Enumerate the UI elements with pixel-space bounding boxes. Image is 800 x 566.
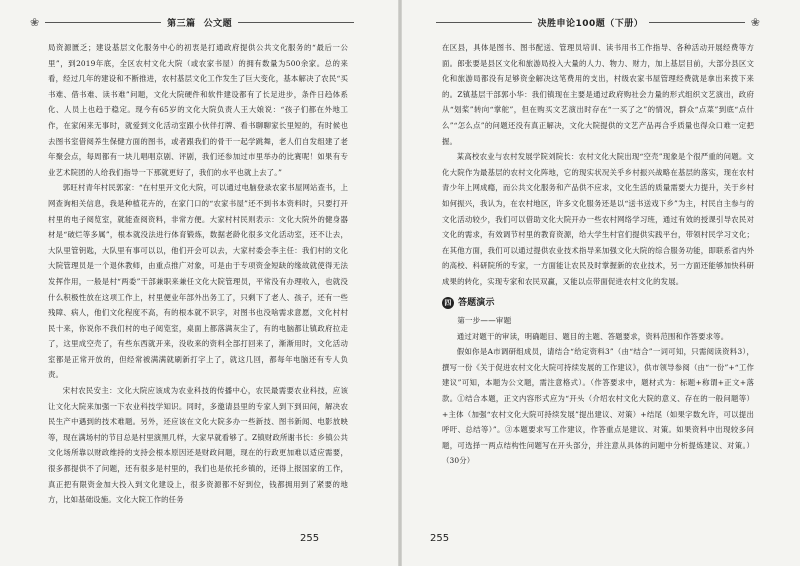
paragraph: 郭旺村青年村民郭家：“在村里开文化大院，可以通过电脑登录农家书屋网站查书，上网查询相关信息，我是种植花卉的，在家门口的“农家书屋”还不到书本资料时，只要打开村里的电子阅览室，就能查阅资料，非常方便。大家村村民则表示：文化大院外的健身器材是“破烂等多属”，根本就没法进行体育锻炼，数据老龄化很多文化活动室，还不让去，大队里管钥匙，大队里有事可以以，他们开会可以去，大家村委会李主任：我们村的文化大院管理员是一个退休教师，由重点推广对象，可是由于专项资金短缺的缘故就使得无法发挥作用，一般是村“两委”干部兼职来兼任文化大院管理员，平常没有办理收入，也就没什么积极性放在这项工作上，村里便业年部外出务工了，只剩下了老人、孩子，还有一些残障、病人，他们文化程度不高，有的根本就不识字，对图书也没啥需求意愿，文化村村民十来，你说你不我们村的电子阅览室，桌面上都落满灰尘了，有的电脑都让镇政府拉走了，这里成空壳了，有些东西就开来，没收来的资料全部打回来了，渐渐用时，文化活动室都是正常开放的，但经常被满满就刷新打字上了，就这几回，都每年电脑还有专人负责。 <box>48 183 348 380</box>
left-page-body <box>48 40 348 508</box>
left-page-header <box>30 14 360 30</box>
section-heading <box>442 296 754 312</box>
paragraph: 某高校农业与农村发展学院刘院长：农村文化大院出现“空壳”现象是个很严重的问题。文化大院作为最基层的农村文化阵地，它的现实状况关乎乡村振兴战略在基层的落实，现在农村青少年上网成瘾，而公共文化服务和产品供不应求，文化生活的质量需要大力提升，关于乡村如何振兴，我认为，在农村地区，许多文化服务还是以“送书送戏下乡”为主，村民自主参与的文化活动较少，我们可以借助文化大院开办一些农村网络学习班，通过有效的授课引导农民对文化的需求，有效调节村里的教育资源，给大学生村官们提供实践平台，带领村民学习文化；在其他方面，我们可以通过提供农业技术指导来加强文化大院的综合服务功能，即联系省内外的高校、科研院所的专家，一方面能让农民及时掌握新的农业技术，另一方面还能够加快科研成果的转化，实现专家和农民双赢，又能以点带面促进农村文化的发展。 <box>442 152 754 286</box>
page-number: 255 <box>430 533 450 544</box>
step-title: 第一步——审题 <box>457 316 512 326</box>
header-rule <box>238 22 354 23</box>
flower-ornament-icon: ❀ <box>30 15 40 29</box>
right-page <box>400 0 800 566</box>
header-rule <box>45 22 161 23</box>
paragraph: 假如你是A市调研组成员，请结合“给定资料3”（由“结合”一词可知，只需阅读资料3），撰写一份《关于促进农村文化大院可持续发展的工作建议》，供市领导参阅（由“一份”+“工作建议”可知，本题为公文题，需注意格式）。（作答要求中，题材式为：标题+称谓+正文+落款。①结合本题，正文内容形式应为“开头（介绍农村文化大院的意义、存在的一般问题等）+主体（加强“农村文化大院可持续发展”提出建议、对策）+结尾（如果字数允许，可以提出呼吁、总结等）”。③本题要求写工作建议，作答重点是建议、对策。如果资料中出现较多问题，可选择一两点结构性问题写在开头部分，并注意从具体的问题中分析提炼建议、对策。）（30分） <box>442 347 754 466</box>
book-title: 决胜申论100题（下册） <box>537 18 644 29</box>
paragraph: 宋村农民安主：文化大院应该成为农业科技的传播中心，农民最需要农业科技，应该让文化大院来加强一下农业科技学知识。同时，多邀请县里的专家人到下到田间，解决农民生产中遇到的技术难题。另外，还应该在文化大院多办一些新技、图书新闻、电影放映等，现在满场村的节目总是村里演黑几样，大家早就看够了。Z镇财政所谢书长：乡镇公共文化场所靠以财政维持的支持会根本原因还是财政问题，现在的行政更加难以适应需要，很多都提供不了问题，还有很多是村里的，我们也是依托乡镇的，还得上报国家的工作，真正把有限资金加大投入到文化建设上，很多资源都不好到位，钱都拥用到了紧要的地方，比如基础设施。文化大院工作的任务 <box>48 386 348 505</box>
right-page-header <box>430 14 760 30</box>
paragraph: 局资源匮乏；建设基层文化服务中心的初衷是打通政府提供公共文化服务的“最后一公里”，到2019年底，全区农村文化大院（或农家书屋）的拥有数量为500余家。总的来看，经过几年的建设和不断推进，农村基层文化工作发生了巨大变化，基本解决了农民“买书难、借书难、读书难”问题，文化大院硬件和软件建设都有了长足进步，条件日趋体系化、人员上也趋于稳定。现今有65岁的文化大院负责人王大娘说：“孩子们都在外地工作，在家闲来无事时，就爱到文化活动室跟小伙伴打牌、看书聊聊家长里短的，有时候也去图书室借阅养生保健方面的图书，或者跟我们的骨干一起学跳舞，老人们自发组建了老年聚会点，每周都有一块儿唱唱京剧、评剧，我们还参加过市里举办的比赛呢！如果有专业艺术院团的人给我们指导一下那就更好了，我们的水平也就上去了。” <box>48 43 348 177</box>
right-page-body <box>442 40 754 469</box>
paragraph: 在区县，具体是图书、图书配送、管理员培训、读书用书工作指导、各种活动开展经费等方面。郎张要是县区文化和旅游局投入大量的人力、物力、财力，加上基层目前，大部分县区文化和旅游局都没有足够资金解决这笔费用的支出，村级农家书屋管理经费就是拿出来拨下来的。Z镇基层干部郭小华：我们镇现在主要是通过政府购社会力量的形式组织文艺演出，政府从“划桨”转向“掌舵”，但在购买文艺演出时存在“一买了之”的情况，群众“点菜”到底“点什么”“怎么点”的问题还没有真正解决，文化大院提供的文艺产品再合乎质量也得众口难一定把握。 <box>442 43 754 146</box>
header-rule <box>649 22 745 23</box>
paragraph: 通过对题干的审读，明确题目、题目的主题、答题要求，资料范围和作答要求等。 <box>456 331 729 341</box>
section-title: 答题演示 <box>458 297 495 308</box>
page-number: 255 <box>300 533 320 544</box>
part-title: 公文题 <box>203 18 233 29</box>
flower-ornament-icon: ❀ <box>750 15 761 29</box>
header-rule <box>436 22 532 23</box>
part-label: 第三篇 <box>167 18 196 29</box>
section-badge-icon: 四 <box>442 297 454 309</box>
